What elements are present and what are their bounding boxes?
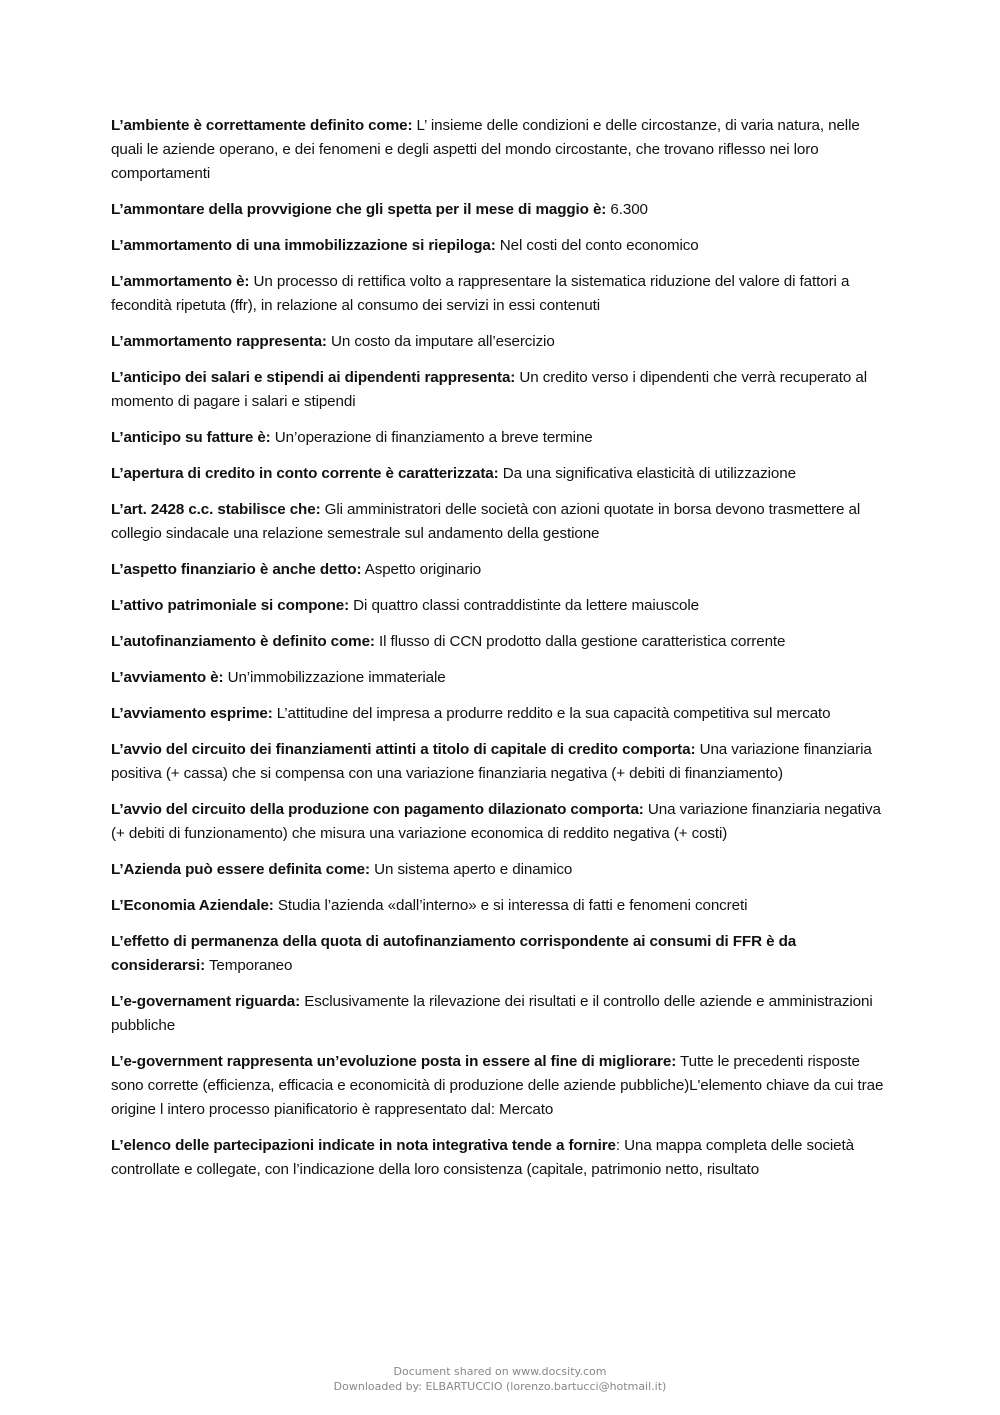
question-text: L’ambiente è correttamente definito come: bbox=[111, 117, 413, 134]
answer-text: Un costo da imputare all’esercizio bbox=[326, 333, 555, 350]
qa-entry bbox=[111, 270, 891, 318]
answer-text: Da una significativa elasticità di utilizzazione bbox=[498, 465, 796, 482]
qa-entry bbox=[111, 426, 891, 450]
question-text: L’anticipo su fatture è: bbox=[111, 429, 271, 446]
question-text: L’effetto di permanenza della quota di autofinanziamento corrispondente ai consumi di FFR è da considerarsi: bbox=[111, 933, 797, 974]
qa-entry bbox=[111, 498, 891, 546]
question-text: L’ammortamento è: bbox=[111, 273, 250, 290]
qa-entry bbox=[111, 462, 891, 486]
footer-download-notice: Downloaded by: ELBARTUCCIO (lorenzo.bartucci@hotmail.it) bbox=[333, 1380, 667, 1393]
footer-shared-notice: Document shared on www.docsity.com bbox=[393, 1365, 607, 1378]
qa-entry bbox=[111, 666, 891, 690]
question-text: L’e-governament riguarda: bbox=[111, 993, 301, 1010]
qa-entry bbox=[111, 702, 891, 726]
qa-entry bbox=[111, 198, 891, 222]
answer-text: Una variazione finanziaria positiva (+ cassa) che si compensa con una variazione finanziaria negativa (+ debiti di finanziamento) bbox=[111, 741, 872, 782]
question-text: L’autofinanziamento è definito come: bbox=[111, 633, 375, 650]
question-text: L’Azienda può essere definita come: bbox=[111, 861, 370, 878]
answer-text: Temporaneo bbox=[205, 957, 293, 974]
qa-entry bbox=[111, 858, 891, 882]
question-text: L’avviamento è: bbox=[111, 669, 224, 686]
question-text: L’elenco delle partecipazioni indicate in nota integrativa tende a fornire bbox=[111, 1137, 616, 1154]
answer-text: Esclusivamente la rilevazione dei risultati e il controllo delle aziende e amministrazioni pubbliche bbox=[111, 993, 873, 1034]
qa-entry bbox=[111, 330, 891, 354]
question-text: L’ammontare della provvigione che gli spetta per il mese di maggio è: bbox=[111, 201, 607, 218]
answer-text: Nel costi del conto economico bbox=[495, 237, 699, 254]
answer-text: Un sistema aperto e dinamico bbox=[369, 861, 573, 878]
answer-text: L’attitudine del impresa a produrre reddito e la sua capacità competitiva sul mercato bbox=[272, 705, 831, 722]
answer-text: Un’operazione di finanziamento a breve termine bbox=[270, 429, 593, 446]
qa-entry bbox=[111, 930, 891, 978]
answer-text: Un credito verso i dipendenti che verrà recuperato al momento di pagare i salari e stipendi bbox=[111, 369, 867, 410]
answer-text: Un processo di rettifica volto a rappresentare la sistematica riduzione del valore di fattori a fecondità ripetuta (ffr), in relazione al consumo dei servizi in essi contenuti bbox=[111, 273, 850, 314]
qa-entry bbox=[111, 990, 891, 1038]
qa-entry bbox=[111, 630, 891, 654]
answer-text: Un’immobilizzazione immateriale bbox=[223, 669, 446, 686]
question-text: L’avvio del circuito della produzione con pagamento dilazionato comporta: bbox=[111, 801, 644, 818]
qa-entry bbox=[111, 738, 891, 786]
qa-entry bbox=[111, 366, 891, 414]
question-text: L’ammortamento rappresenta: bbox=[111, 333, 327, 350]
answer-text: Di quattro classi contraddistinte da lettere maiuscole bbox=[349, 597, 699, 614]
qa-entry bbox=[111, 594, 891, 618]
answer-text: Una variazione finanziaria negativa (+ debiti di funzionamento) che misura una variazione economica di reddito negativa (+ costi) bbox=[111, 801, 881, 842]
answer-text: Studia l’azienda «dall’interno» e si interessa di fatti e fenomeni concreti bbox=[273, 897, 748, 914]
qa-entry bbox=[111, 558, 891, 582]
question-text: L’e-government rappresenta un’evoluzione posta in essere al fine di migliorare: bbox=[111, 1053, 677, 1070]
question-text: L’Economia Aziendale: bbox=[111, 897, 274, 914]
qa-entry bbox=[111, 114, 891, 186]
qa-entry bbox=[111, 234, 891, 258]
question-text: L’avviamento esprime: bbox=[111, 705, 273, 722]
question-text: L’art. 2428 c.c. stabilisce che: bbox=[111, 501, 321, 518]
question-text: L’attivo patrimoniale si compone: bbox=[111, 597, 350, 614]
question-text: L’avvio del circuito dei finanziamenti attinti a titolo di capitale di credito comporta: bbox=[111, 741, 696, 758]
answer-text: Il flusso di CCN prodotto dalla gestione caratteristica corrente bbox=[374, 633, 786, 650]
qa-entry bbox=[111, 798, 891, 846]
answer-text: : Una mappa completa delle società controllate e collegate, con l’indicazione della loro consistenza (capitale, patrimonio netto, risultato bbox=[111, 1137, 854, 1178]
qa-entry bbox=[111, 1134, 891, 1182]
answer-text: Tutte le precedenti risposte sono corrette (efficienza, efficacia e economicità di produzione delle aziende pubbliche)L'elemento chiave da cui trae origine l intero processo pianificatorio è rappresentato dal: Mercato bbox=[111, 1053, 884, 1118]
question-text: L’apertura di credito in conto corrente è caratterizzata: bbox=[111, 465, 499, 482]
qa-entry bbox=[111, 894, 891, 918]
document-body bbox=[111, 114, 891, 1194]
page-footer bbox=[0, 1364, 1000, 1394]
question-text: L’anticipo dei salari e stipendi ai dipendenti rappresenta: bbox=[111, 369, 516, 386]
qa-entry bbox=[111, 1050, 891, 1122]
question-text: L’aspetto finanziario è anche detto: bbox=[111, 561, 362, 578]
answer-text: Aspetto originario bbox=[361, 561, 482, 578]
answer-text: L’ insieme delle condizioni e delle circostanze, di varia natura, nelle quali le aziende operano, e dei fenomeni e degli aspetti del mondo circostante, che trovano riflesso nei loro comportamenti bbox=[111, 117, 860, 182]
question-text: L’ammortamento di una immobilizzazione si riepiloga: bbox=[111, 237, 496, 254]
answer-text: Gli amministratori delle società con azioni quotate in borsa devono trasmettere al collegio sindacale una relazione semestrale sul andamento della gestione bbox=[111, 501, 861, 542]
answer-text: 6.300 bbox=[606, 201, 648, 218]
